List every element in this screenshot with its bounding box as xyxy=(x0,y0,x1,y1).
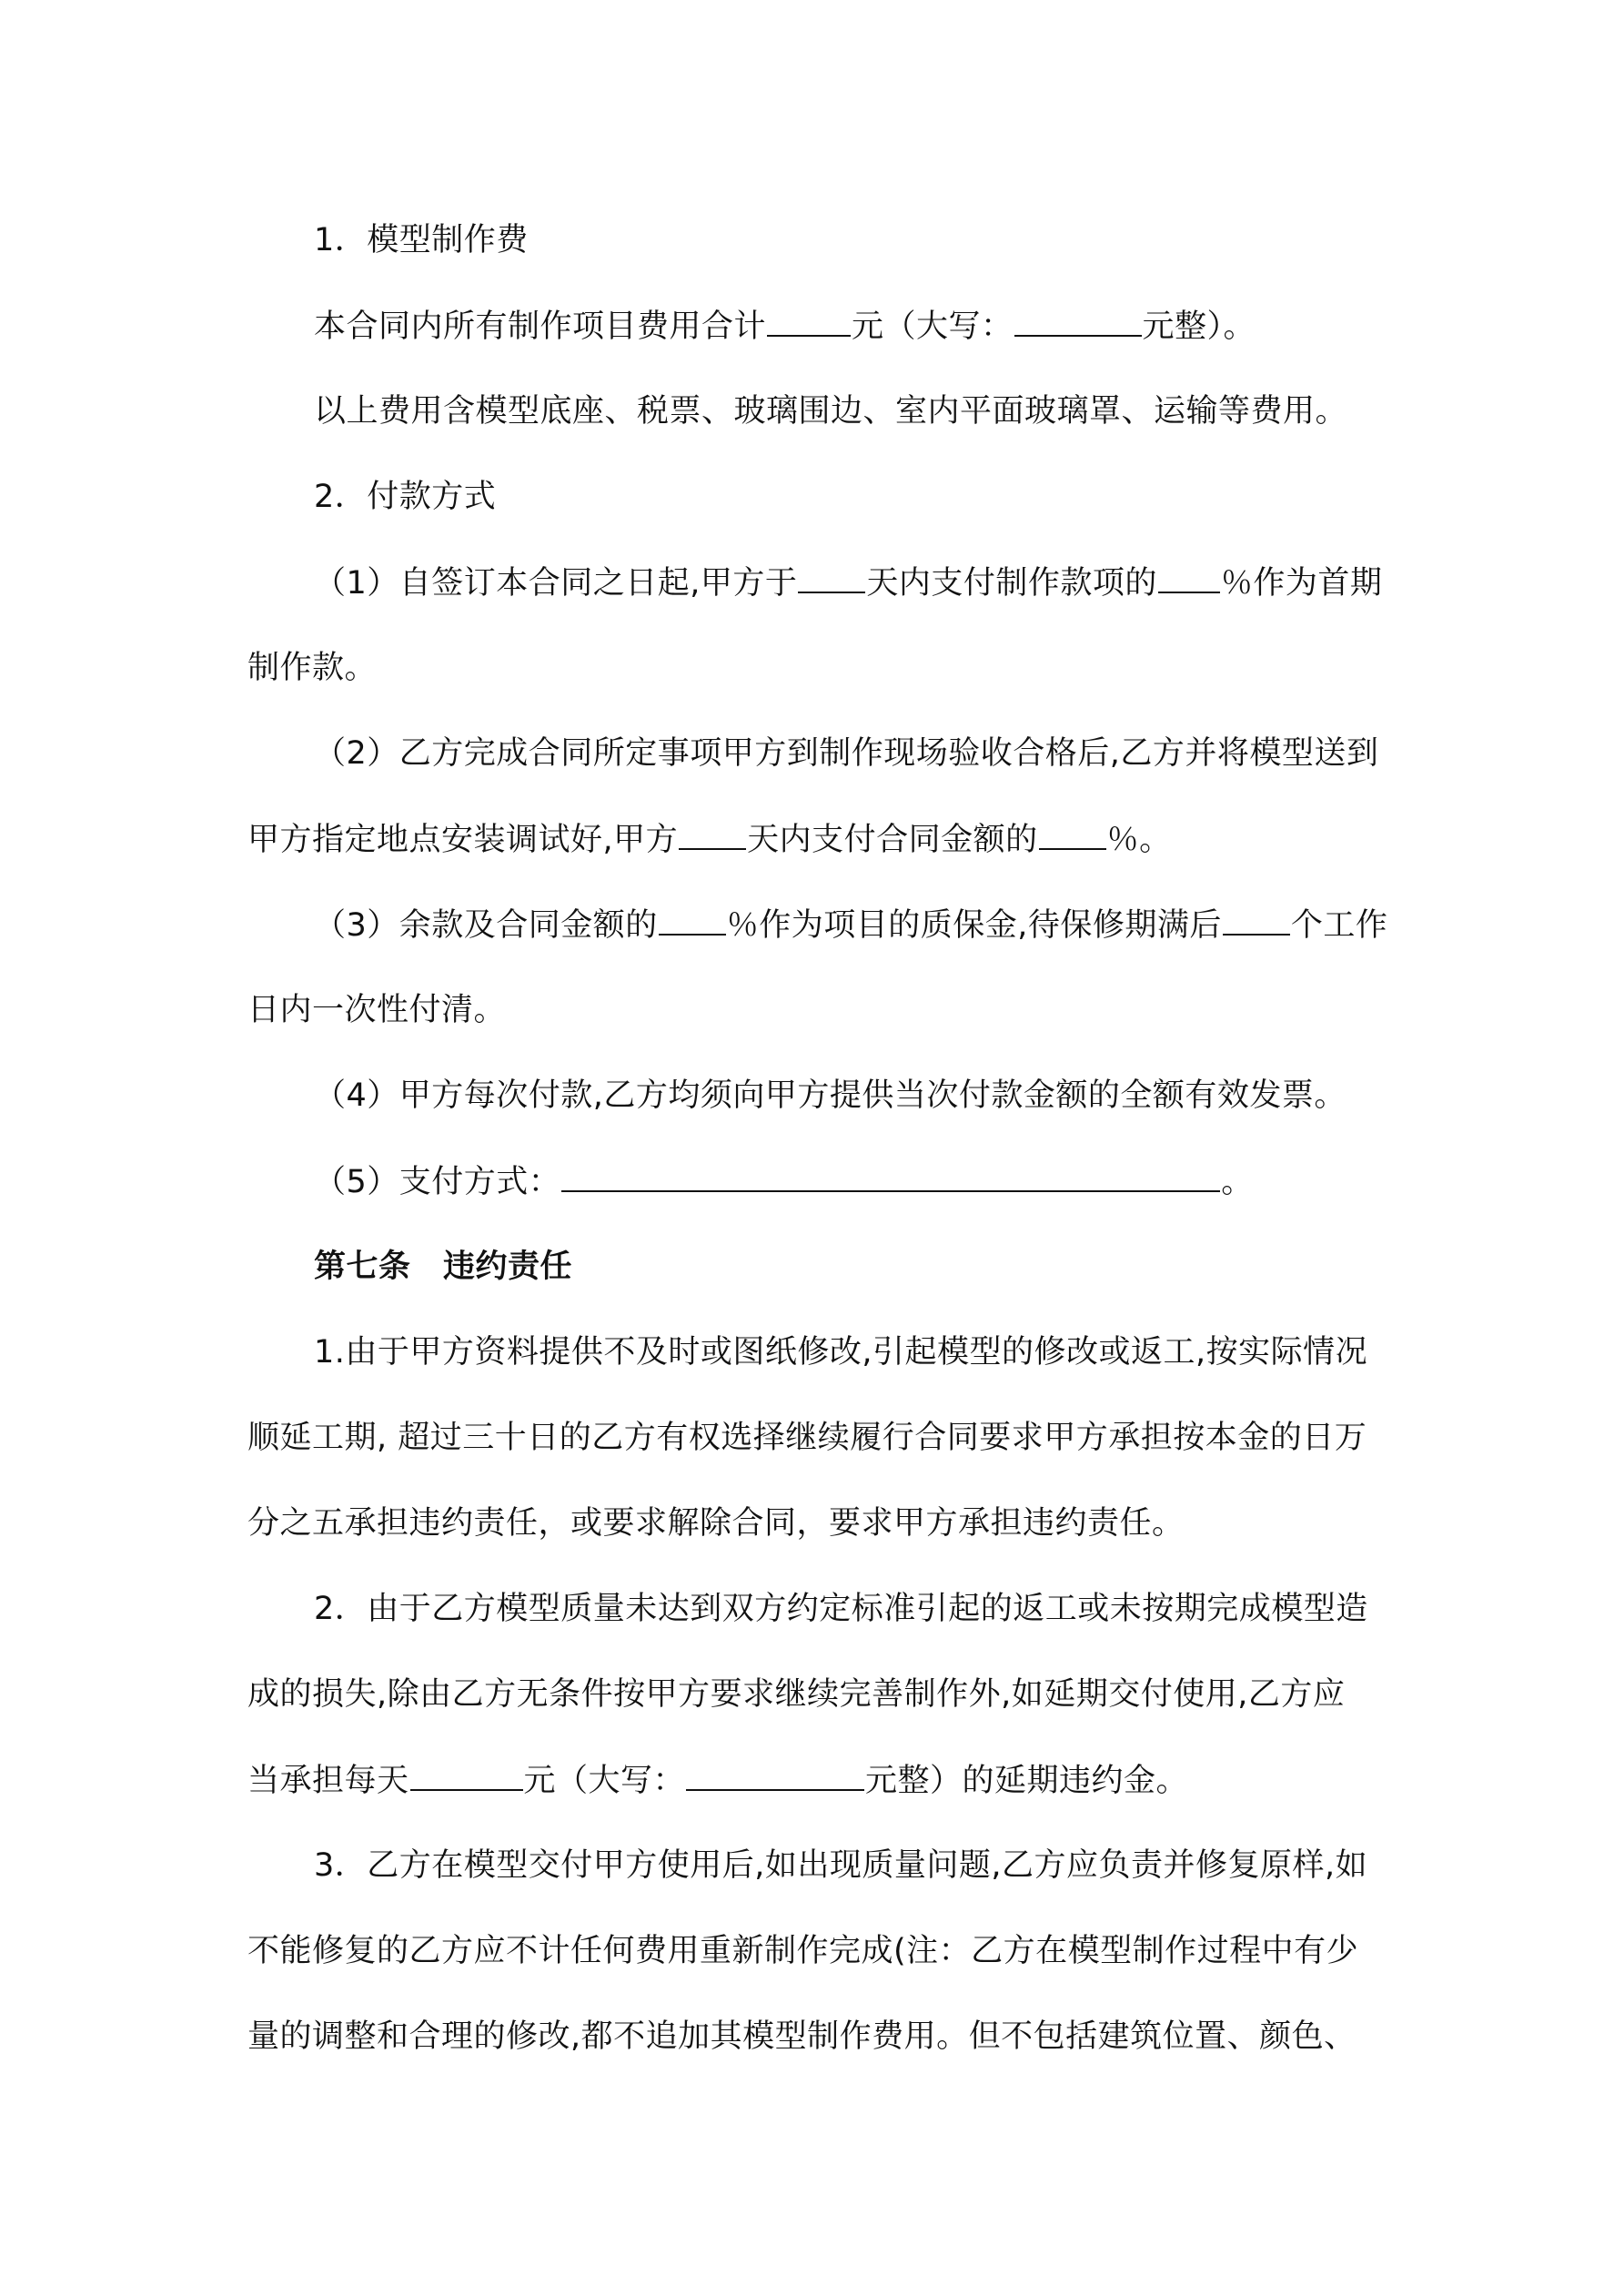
blank-days xyxy=(798,562,865,593)
text-segment: （3）余款及合同金额的 xyxy=(314,907,658,944)
paragraph-liability-1-cont: 顺延工期, 超过三十日的乙方有权选择继续履行合同要求甲方承担按本金的日万 xyxy=(247,1420,1367,1456)
text-segment: 元（大写： xyxy=(852,308,1014,345)
article-7-heading: 第七条 违约责任 xyxy=(314,1249,573,1285)
paragraph-liability-3-cont: 量的调整和合理的修改,都不追加其模型制作费用。但不包括建筑位置、颜色、 xyxy=(247,2018,1357,2055)
blank-amount-words xyxy=(686,1760,864,1791)
text-segment: 元整）。 xyxy=(1142,308,1256,345)
paragraph-total-fee xyxy=(314,306,1256,347)
paragraph-fee-includes: 以上费用含模型底座、税票、玻璃围边、室内平面玻璃罩、运输等费用。 xyxy=(314,393,1348,430)
paragraph-liability-2-cont: 成的损失,除由乙方无条件按甲方要求继续完善制作外,如延期交付使用,乙方应 xyxy=(247,1676,1346,1713)
blank-days xyxy=(679,819,746,850)
text-segment: 天内支付制作款项的 xyxy=(866,565,1157,602)
blank-amount xyxy=(410,1760,523,1791)
text-segment: 元整）的延期违约金。 xyxy=(865,1763,1189,1799)
text-segment: ％作为首期 xyxy=(1220,565,1383,602)
paragraph-payment-3-cont: 日内一次性付清。 xyxy=(247,992,507,1028)
paragraph-liability-1: 1.由于甲方资料提供不及时或图纸修改,引起模型的修改或返工,按实际情况 xyxy=(314,1334,1368,1371)
paragraph-liability-3: 3．乙方在模型交付甲方使用后,如出现质量问题,乙方应负责并修复原样,如 xyxy=(314,1847,1368,1884)
paragraph-liability-3-cont: 不能修复的乙方应不计任何费用重新制作完成(注：乙方在模型制作过程中有少 xyxy=(247,1933,1359,1969)
text-segment: 个工作 xyxy=(1290,907,1388,944)
text-segment: 天内支付合同金额的 xyxy=(747,822,1038,858)
blank-percent xyxy=(1158,562,1220,593)
text-segment: 当承担每天 xyxy=(247,1763,409,1799)
blank-payment-method xyxy=(561,1161,1220,1192)
heading-payment-method: 2．付款方式 xyxy=(314,479,497,515)
paragraph-payment-4: （4）甲方每次付款,乙方均须向甲方提供当次付款金额的全额有效发票。 xyxy=(314,1077,1347,1114)
text-segment: 本合同内所有制作项目费用合计 xyxy=(314,308,767,345)
blank-amount xyxy=(767,306,851,337)
blank-days xyxy=(1223,905,1290,936)
paragraph-payment-5 xyxy=(314,1161,1254,1202)
paragraph-liability-1-cont: 分之五承担违约责任，或要求解除合同，要求甲方承担违约责任。 xyxy=(247,1505,1185,1542)
text-segment: ％作为项目的质保金,待保修期满后 xyxy=(726,907,1222,944)
text-segment: （5）支付方式： xyxy=(314,1164,561,1200)
paragraph-payment-3 xyxy=(314,905,1387,946)
text-segment: ％。 xyxy=(1106,822,1172,858)
blank-percent xyxy=(659,905,726,936)
blank-percent xyxy=(1039,819,1106,850)
text-segment: 甲方指定地点安装调试好,甲方 xyxy=(247,822,679,858)
text-segment: （1）自签订本合同之日起,甲方于 xyxy=(314,565,798,602)
paragraph-payment-1 xyxy=(314,562,1382,603)
paragraph-liability-2: 2．由于乙方模型质量未达到双方约定标准引起的返工或未按期完成模型造 xyxy=(314,1591,1368,1627)
paragraph-payment-2: （2）乙方完成合同所定事项甲方到制作现场验收合格后,乙方并将模型送到 xyxy=(314,735,1379,772)
paragraph-liability-2-cont xyxy=(247,1760,1188,1801)
heading-model-fee: 1．模型制作费 xyxy=(314,222,529,258)
paragraph-payment-1-cont: 制作款。 xyxy=(247,650,378,686)
paragraph-payment-2-cont xyxy=(247,819,1172,860)
text-segment: 元（大写： xyxy=(523,1763,686,1799)
text-segment: 。 xyxy=(1221,1164,1254,1200)
blank-amount-words xyxy=(1014,306,1142,337)
